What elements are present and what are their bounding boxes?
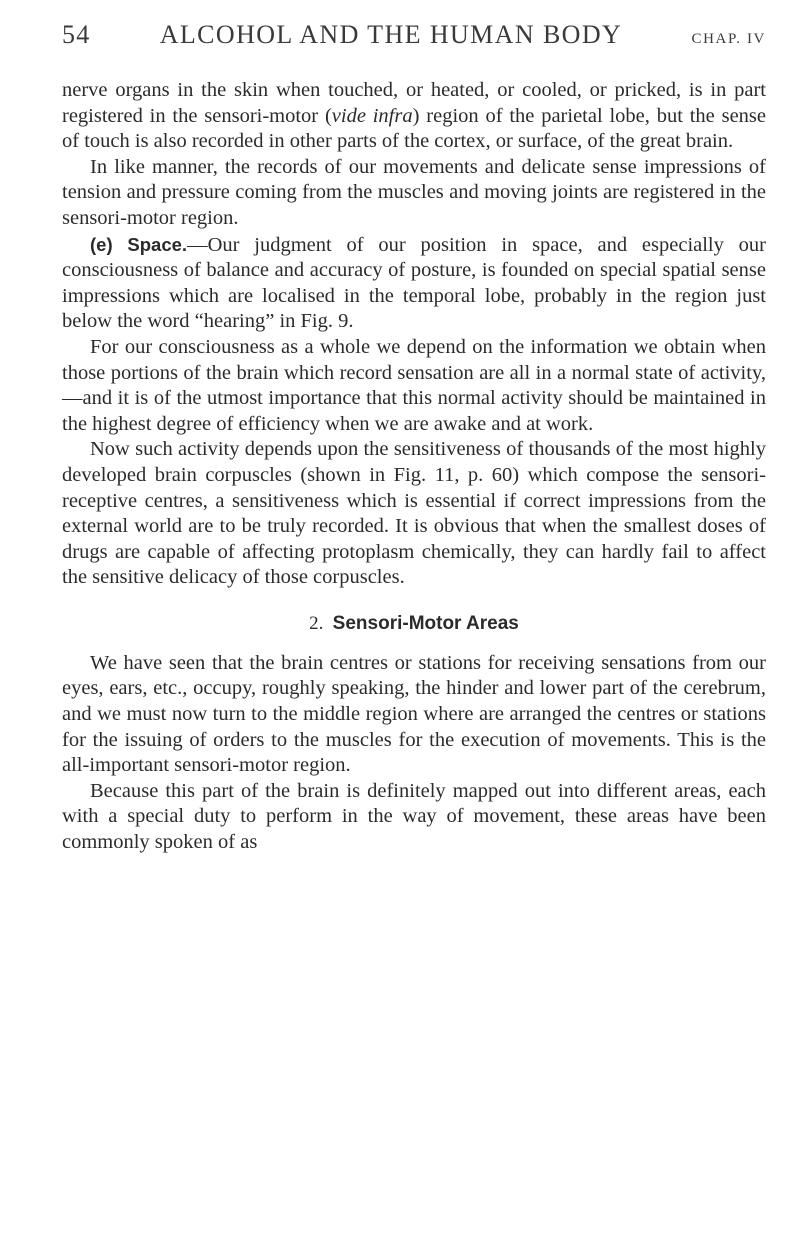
page-number: 54 (62, 20, 91, 49)
section-heading (62, 611, 766, 637)
section-number: 2. (309, 612, 324, 634)
paragraph-3 (62, 232, 766, 335)
paragraph-4: For our consciousness as a whole we depend on the information we obtain when those portions of the brain which record sensation are all in a normal state of activity,—and it is of the utmost importance that this normal activity should be maintained in the highest degree of efficiency when we are awake and at work. (62, 335, 766, 435)
paragraph-2: In like manner, the records of our movements and delicate sense impressions of tension and pressure coming from the muscles and moving joints are registered in the sensori-motor region. (62, 155, 766, 229)
paragraph-5: Now such activity depends upon the sensitiveness of thousands of the most highly developed brain corpuscles (shown in Fig. 11, p. 60) which compose the sensori-receptive centres, a sensitiveness which is essential if correct impressions from the external world are to be truly recorded. It is obvious that when the smallest doses of drugs are capable of affecting protoplasm chemically, they can hardly fail to affect the sensitive delicacy of those corpuscles. (62, 438, 766, 589)
space-subheading: (e) Space. (90, 233, 188, 255)
vide-infra-italic: vide infra (331, 104, 413, 127)
book-title: ALCOHOL AND THE HUMAN BODY (159, 20, 623, 49)
chapter-label: CHAP. IV (691, 31, 766, 47)
section-title: Sensori-Motor Areas (332, 612, 519, 634)
paragraph-1-text-b: ) region of the parietal lobe, but the sense of touch is also recorded in other parts of the cortex, or surface, of the great brain. (62, 104, 767, 153)
paragraph-3-text: —Our judgment of our position in space, and especially our consciousness of balance and accuracy of posture, is founded on special spatial sense impressions which are localised in the temporal lobe, probably in the region just below the word “hearing” in Fig. 9. (62, 233, 767, 333)
paragraph-6: We have seen that the brain centres or stations for receiving sensations from our eyes, ears, etc., occupy, roughly speaking, the hinder and lower part of the cerebrum, and we must now turn to the middle region where are arranged the centres or stations for the issuing of orders to the muscles for the execution of movements. This is the all-important sensori-motor region. (62, 651, 766, 777)
paragraph-1 (62, 78, 766, 155)
paragraph-7: Because this part of the brain is definitely mapped out into different areas, each with a special duty to perform in the way of movement, these areas have been commonly spoken of as (62, 779, 766, 854)
running-head (62, 20, 766, 56)
body-text (62, 78, 766, 856)
paragraph-1-text-a: nerve organs in the skin when touched, or heated, or cooled, or pricked, is in part registered in the sensori-motor ( (62, 79, 766, 127)
